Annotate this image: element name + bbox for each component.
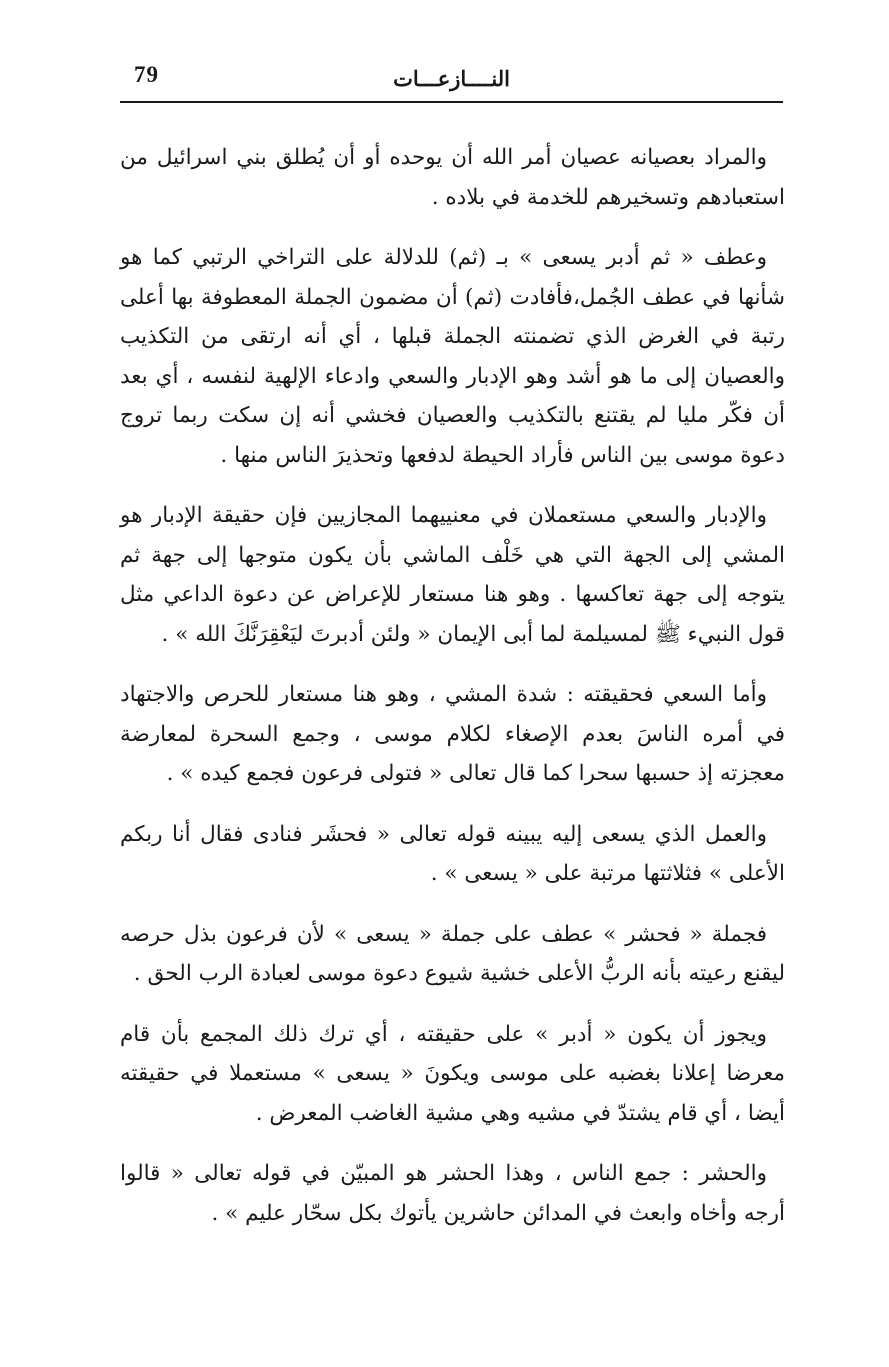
paragraph: والعمل الذي يسعى إليه يبينه قوله تعالى « فحشَر فنادى فقال أنا ربكم الأعلى » فثلاثتها مرتبة على « يسعى » .	[120, 821, 785, 886]
page-number: 79	[134, 62, 159, 87]
paragraph: وعطف « ثم أدبر يسعى » بـ (ثم) للدلالة على التراخي الرتبي كما هو شأنها في عطف الجُمل،فأفادت (ثم) أن مضمون الجملة المعطوفة بها أعلى رتبة في الغرض الذي تضمنته الجملة قبلها ، أي أنه ارتقى من التكذيب والعصيان إلى ما هو أشد وهو الإدبار والسعي وادعاء الإلهية لنفسه ، أي بعد أن فكّر مليا لم يقتنع بالتكذيب والعصيان فخشي أنه إن سكت ربما تروج دعوة موسى بين الناس فأراد الحيطة لدفعها وتحذيرَ الناس منها .	[120, 245, 785, 468]
paragraph: فجملة « فحشر » عطف على جملة « يسعى » لأن فرعون بذل حرصه ليقنع رعيته بأنه الربُّ الأعلى خشية شيوع دعوة موسى لعبادة الرب الحق .	[120, 921, 785, 986]
page-header	[120, 62, 783, 96]
paragraph: والإدبار والسعي مستعملان في معنييهما المجازيين فإن حقيقة الإدبار هو المشي إلى الجهة التي هي خَلْف الماشي بأن يكون متوجها إلى جهة ثم يتوجه إلى جهة تعاكسها . وهو هنا مستعار للإعراض عن دعوة الداعي مثل قول النبيء ﷺ لمسيلمة لما أبى الإيمان « ولئن أدبرتَ ليَعْقِرَنَّكَ الله » .	[120, 503, 785, 647]
paragraph: ويجوز أن يكون « أدبر » على حقيقته ، أي ترك ذلك المجمع بأن قام معرضا إعلانا بغضبه على موسى ويكونَ « يسعى » مستعملا في حقيقته أيضا ، أي قام يشتدّ في مشيه وهي مشية الغاضب المعرض .	[120, 1021, 785, 1126]
paragraph: والحشر : جمع الناس ، وهذا الحشر هو المبيّن في قوله تعالى « قالوا أرجه وأخاه وابعث في المدائن حاشرين يأتوك بكل سحّار عليم » .	[120, 1161, 785, 1226]
running-title: النــــازعـــات	[393, 66, 510, 91]
page-body	[120, 138, 785, 1254]
paragraph: والمراد بعصيانه عصيان أمر الله أن يوحده أو أن يُطلق بني اسرائيل من استعبادهم وتسخيرهم للخدمة في بلاده .	[120, 145, 785, 210]
header-rule	[120, 101, 783, 103]
paragraph: وأما السعي فحقيقته : شدة المشي ، وهو هنا مستعار للحرص والاجتهاد في أمره الناسَ بعدم الإصغاء لكلام موسى ، وجمع السحرة لمعارضة معجزته إذ حسبها سحرا كما قال تعالى « فتولى فرعون فجمع كيده » .	[120, 682, 785, 786]
